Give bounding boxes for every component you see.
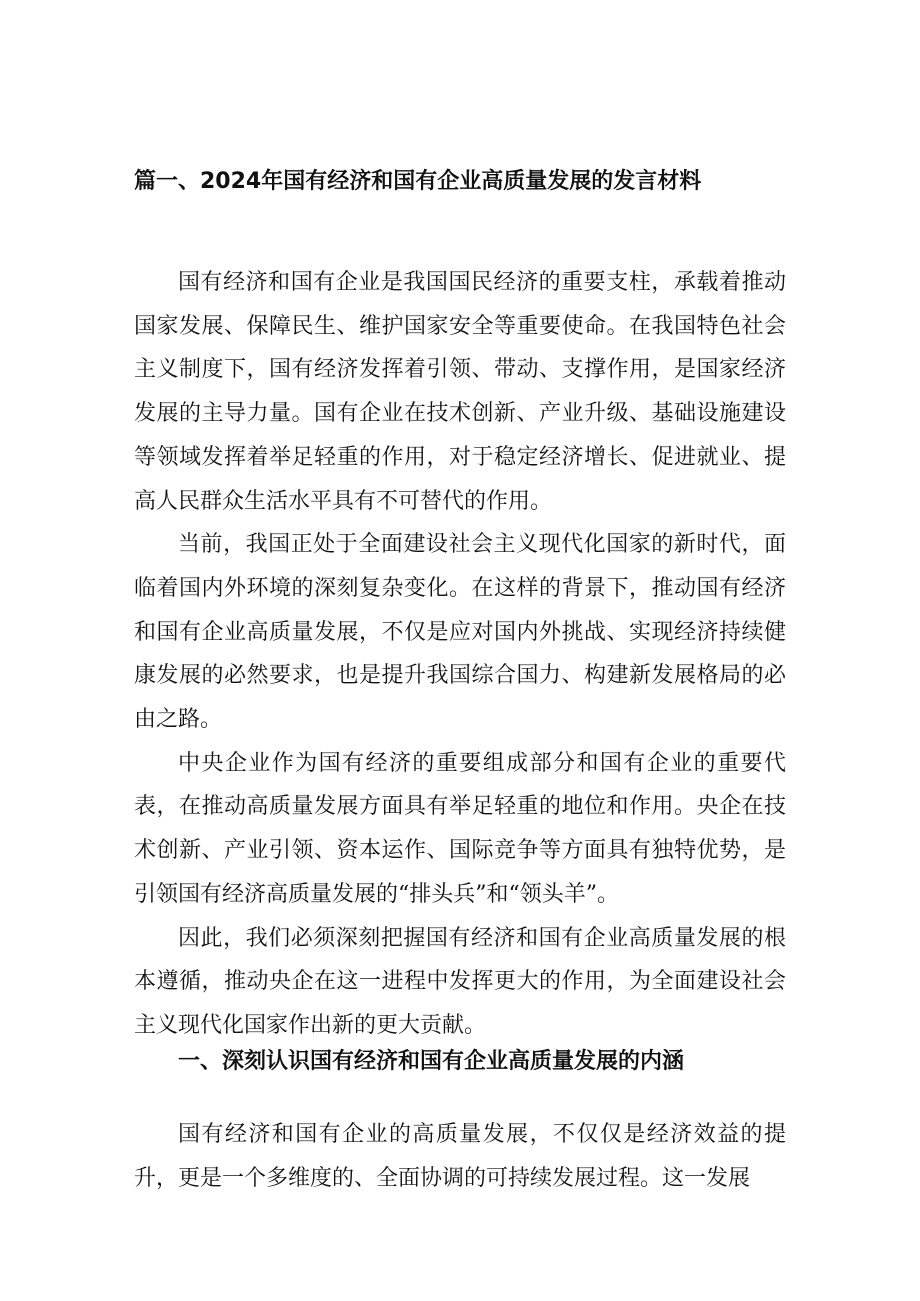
paragraph-1: 国有经济和国有企业是我国国民经济的重要支柱，承载着推动国家发展、保障民生、维护国家安全等重要使命。在我国特色社会主义制度下，国有经济发挥着引领、带动、支撑作用，是国家经济发展的主导力量。国有企业在技术创新、产业升级、基础设施建设等领域发挥着举足轻重的作用，对于稳定经济增长、促进就业、提高人民群众生活水平具有不可替代的作用。: [134, 270, 786, 514]
paragraph-4: 因此，我们必须深刻把握国有经济和国有企业高质量发展的根本遵循，推动央企在这一进程中发挥更大的作用，为全面建设社会主义现代化国家作出新的更大贡献。: [134, 925, 786, 1038]
document-title: 篇一、2024年国有经济和国有企业高质量发展的发言材料: [134, 169, 702, 194]
section-1-body: [134, 1113, 786, 1200]
intro-section: [134, 261, 786, 1048]
paragraph-2: 当前，我国正处于全面建设社会主义现代化国家的新时代，面临着国内外环境的深刻复杂变化。在这样的背景下，推动国有经济和国有企业高质量发展，不仅是应对国内外挑战、实现经济持续健康发展的必然要求，也是提升我国综合国力、构建新发展格局的必由之路。: [134, 532, 786, 733]
section-1-paragraph-1: 国有经济和国有企业的高质量发展，不仅仅是经济效益的提升，更是一个多维度的、全面协调的可持续发展过程。这一发展: [134, 1122, 786, 1191]
section-heading-1: 一、深刻认识国有经济和国有企业高质量发展的内涵: [178, 1049, 685, 1074]
paragraph-3: 中央企业作为国有经济的重要组成部分和国有企业的重要代表，在推动高质量发展方面具有举足轻重的地位和作用。央企在技术创新、产业引领、资本运作、国际竞争等方面具有独特优势，是引领国有经济高质量发展的“排头兵”和“领头羊”。: [134, 750, 786, 907]
